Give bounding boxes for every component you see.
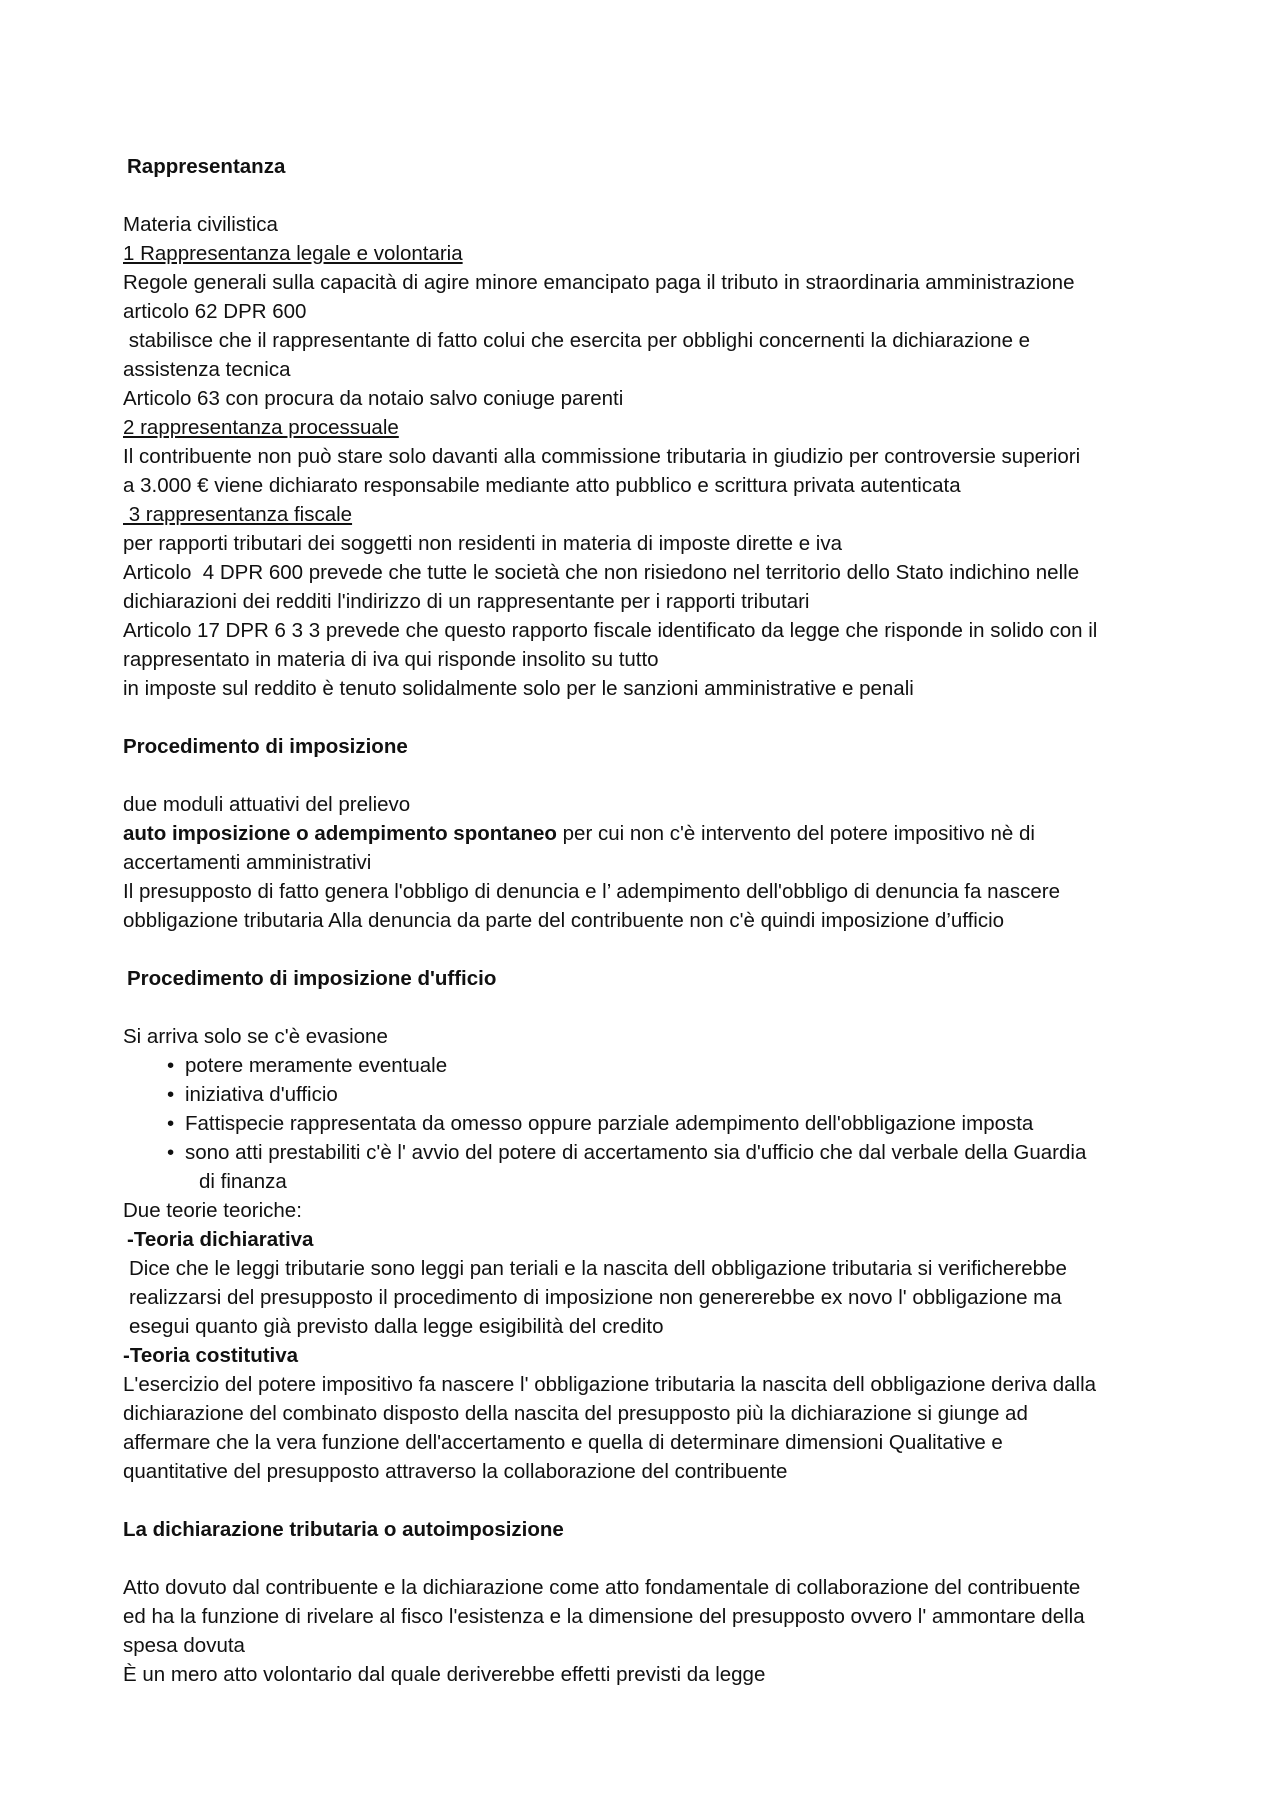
text-line: Articolo 17 DPR 6 3 3 prevede che questo rapporto fiscale identificato da legge che risponde in solido con il (123, 619, 1098, 642)
text-line: stabilisce che il rappresentante di fatto colui che esercita per obblighi concernenti la dichiarazione e (123, 329, 1031, 352)
text-line: realizzarsi del presupposto il procedimento di imposizione non genererebbe ex novo l' obbligazione ma (129, 1286, 1062, 1309)
text-line: Si arriva solo se c'è evasione (123, 1025, 388, 1048)
list-item (167, 1109, 1170, 1138)
theory-heading-costitutiva: -Teoria costitutiva (123, 1344, 299, 1367)
bullet-icon: • (167, 1112, 175, 1135)
text-line: per rapporti tributari dei soggetti non residenti in materia di imposte dirette e iva (123, 532, 843, 555)
text-line: Regole generali sulla capacità di agire minore emancipato paga il tributo in straordinaria amministrazione (123, 271, 1075, 294)
text-line: assistenza tecnica (123, 358, 291, 381)
text-line: Articolo 4 DPR 600 prevede che tutte le società che non risiedono nel territorio dello Stato indichino nelle (123, 561, 1080, 584)
bold-phrase: auto imposizione o adempimento spontaneo (123, 822, 557, 845)
text-line: Atto dovuto dal contribuente e la dichiarazione come atto fondamentale di collaborazione del contribuente (123, 1576, 1081, 1599)
list-item (167, 1051, 1170, 1080)
text-line: in imposte sul reddito è tenuto solidalmente solo per le sanzioni amministrative e penali (123, 677, 914, 700)
text-line: L'esercizio del potere impositivo fa nascere l' obbligazione tributaria la nascita dell obbligazione deriva dalla (123, 1373, 1097, 1396)
subheading-rappresentanza-processuale: 2 rappresentanza processuale (123, 416, 399, 439)
list-item-text: Fattispecie rappresentata da omesso oppure parziale adempimento dell'obbligazione imposta (185, 1112, 1034, 1135)
spacer (123, 935, 1170, 964)
text-line: spesa dovuta (123, 1634, 245, 1657)
list-item (167, 1138, 1170, 1167)
spacer (123, 703, 1170, 732)
text-line: quantitative del presupposto attraverso la collaborazione del contribuente (123, 1460, 788, 1483)
text-line: articolo 62 DPR 600 (123, 300, 307, 323)
text-line: Il presupposto di fatto genera l'obbligo di denuncia e l’ adempimento dell'obbligo di denuncia fa nascere (123, 880, 1061, 903)
text-line: due moduli attuativi del prelievo (123, 793, 411, 816)
text-line: affermare che la vera funzione dell'accertamento e quella di determinare dimensioni Qualitative e (123, 1431, 1003, 1454)
text-line: Materia civilistica (123, 213, 278, 236)
theory-heading-dichiarativa: -Teoria dichiarativa (127, 1228, 314, 1251)
text-line: a 3.000 € viene dichiarato responsabile mediante atto pubblico e scrittura privata autenticata (123, 474, 961, 497)
bullet-list (123, 1051, 1170, 1167)
section-heading-imposizione-ufficio: Procedimento di imposizione d'ufficio (127, 967, 497, 990)
section-heading-dichiarazione-tributaria: La dichiarazione tributaria o autoimposizione (123, 1518, 564, 1541)
text-span: per cui non c'è intervento del potere impositivo nè di (556, 822, 1035, 845)
spacer (123, 993, 1170, 1022)
bullet-icon: • (167, 1054, 175, 1077)
text-line: dichiarazioni dei redditi l'indirizzo di un rappresentante per i rapporti tributari (123, 590, 810, 613)
text-line: esegui quanto già previsto dalla legge esigibilità del credito (129, 1315, 664, 1338)
subheading-rappresentanza-fiscale: 3 rappresentanza fiscale (123, 503, 353, 526)
text-line: È un mero atto volontario dal quale deriverebbe effetti previsti da legge (123, 1663, 766, 1686)
text-line-mixed (123, 819, 1170, 848)
list-item-text: potere meramente eventuale (185, 1054, 448, 1077)
text-line: Due teorie teoriche: (123, 1199, 302, 1222)
bullet-icon: • (167, 1083, 175, 1106)
section-heading-procedimento-imposizione: Procedimento di imposizione (123, 735, 408, 758)
text-line: Articolo 63 con procura da notaio salvo coniuge parenti (123, 387, 624, 410)
list-item-text: sono atti prestabiliti c'è l' avvio del potere di accertamento sia d'ufficio che dal verbale della Guardia (185, 1141, 1087, 1164)
spacer (123, 181, 1170, 210)
list-item (167, 1080, 1170, 1109)
spacer (123, 761, 1170, 790)
text-line: Dice che le leggi tributarie sono leggi pan teriali e la nascita dell obbligazione tributaria si verificherebbe (129, 1257, 1067, 1280)
text-line: ed ha la funzione di rivelare al fisco l'esistenza e la dimensione del presupposto ovvero l' ammontare della (123, 1605, 1085, 1628)
list-item-continuation: di finanza (199, 1170, 287, 1193)
bullet-icon: • (167, 1141, 175, 1164)
text-line: accertamenti amministrativi (123, 851, 372, 874)
section-heading-rappresentanza: Rappresentanza (127, 155, 286, 178)
text-line: obbligazione tributaria Alla denuncia da parte del contribuente non c'è quindi imposizione d’ufficio (123, 909, 1005, 932)
spacer (123, 1544, 1170, 1573)
text-line: rappresentato in materia di iva qui risponde insolito su tutto (123, 648, 659, 671)
list-item-text: iniziativa d'ufficio (185, 1083, 338, 1106)
spacer (123, 1486, 1170, 1515)
text-line: Il contribuente non può stare solo davanti alla commissione tributaria in giudizio per controversie superiori (123, 445, 1081, 468)
subheading-rappresentanza-legale: 1 Rappresentanza legale e volontaria (123, 242, 463, 265)
text-line: dichiarazione del combinato disposto della nascita del presupposto più la dichiarazione si giunge ad (123, 1402, 1028, 1425)
